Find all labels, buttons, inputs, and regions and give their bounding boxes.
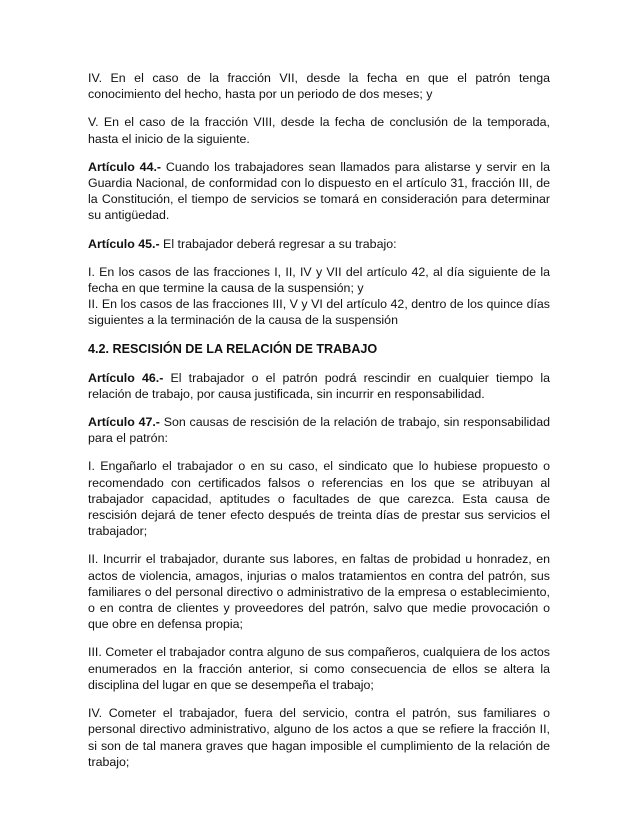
section-heading: 4.2. RESCISIÓN DE LA RELACIÓN DE TRABAJO <box>88 341 378 356</box>
document-page <box>88 70 550 782</box>
paragraph-articulo-45 <box>88 236 550 252</box>
paragraph-articulo-47-fraccion-i: I. Engañarlo el trabajador o en su caso, el sindicato que lo hubiese propuesto o recomendado con certificados falsos o referencias en los que se atribuyan al trabajador capacidad, aptitudes o facultades de que carezca. Esta causa de rescisión dejará de tener efecto después de treinta días de prestar sus servicios el trabajador; <box>88 459 550 539</box>
paragraph-fraccion-v: V. En el caso de la fracción VIII, desde la fecha de conclusión de la temporada, hasta el inicio de la siguiente. <box>88 115 550 146</box>
article-47-text: Son causas de rescisión de la relación de trabajo, sin responsabilidad para el patrón: <box>88 415 550 446</box>
article-46-label: Artículo 46.- <box>88 370 164 385</box>
paragraph-articulo-45-fraccion-i: I. En los casos de las fracciones I, II, IV y VII del artículo 42, al día siguiente de la fecha en que termine la causa de la suspensión; y <box>88 264 550 296</box>
paragraph-articulo-46 <box>88 370 550 402</box>
paragraph-articulo-44 <box>88 159 550 224</box>
article-46-text: El trabajador o el patrón podrá rescindir en cualquier tiempo la relación de trabajo, por causa justificada, sin incurrir en responsabilidad. <box>88 370 550 401</box>
paragraph-articulo-45-fraccion-ii: II. En los casos de las fracciones III, V y VI del artículo 42, dentro de los quince días siguientes a la terminación de la causa de la suspensión <box>88 297 550 328</box>
paragraph-fraccion-iv: IV. En el caso de la fracción VII, desde la fecha en que el patrón tenga conocimiento del hecho, hasta por un periodo de dos meses; y <box>88 71 550 102</box>
article-44-label: Artículo 44.- <box>88 159 162 174</box>
paragraph-articulo-47-fraccion-iv: IV. Cometer el trabajador, fuera del servicio, contra el patrón, sus familiares o personal directivo administrativo, alguno de los actos a que se refiere la fracción II, si son de tal manera graves que hagan imposible el cumplimiento de la relación de trabajo; <box>88 706 550 769</box>
article-47-label: Artículo 47.- <box>88 415 160 430</box>
article-45-text: El trabajador deberá regresar a su trabajo: <box>159 236 397 251</box>
paragraph-articulo-47-fraccion-iii: III. Cometer el trabajador contra alguno de sus compañeros, cualquiera de los actos enumerados en la fracción anterior, si como consecuencia de ellos se altera la disciplina del lugar en que se desempeña el trabajo; <box>88 645 550 692</box>
paragraph-articulo-47 <box>88 414 550 446</box>
article-45-label: Artículo 45.- <box>88 236 160 251</box>
article-44-text: Cuando los trabajadores sean llamados para alistarse y servir en la Guardia Nacional, de conformidad con lo dispuesto en el artículo 31, fracción III, de la Constitución, el tiempo de servicios se tomará en consideración para determinar su antigüedad. <box>88 159 550 223</box>
paragraph-articulo-47-fraccion-ii: II. Incurrir el trabajador, durante sus labores, en faltas de probidad u honradez, en actos de violencia, amagos, injurias o malos tratamientos en contra del patrón, sus familiares o del personal directivo o administrativo de la empresa o establecimiento, o en contra de clientes y proveedores del patrón, salvo que medie provocación o que obre en defensa propia; <box>88 552 550 632</box>
